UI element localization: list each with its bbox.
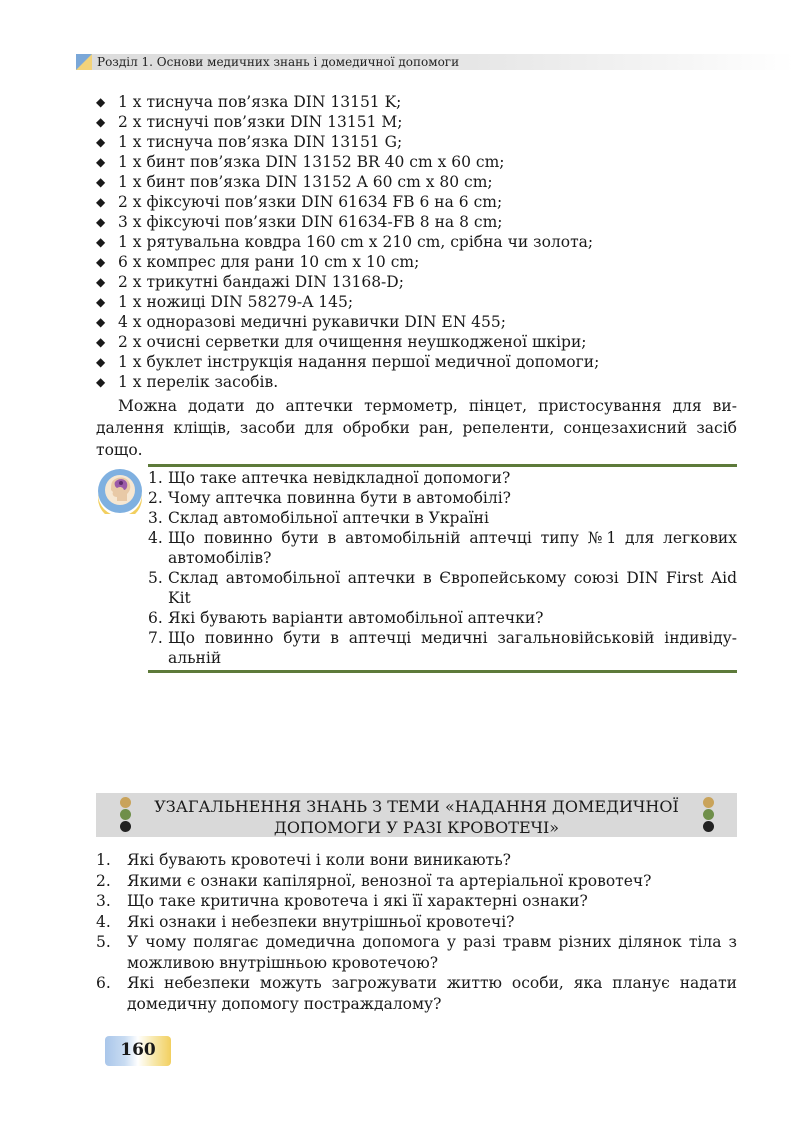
diamond-bullet-icon: ◆ xyxy=(96,215,106,229)
list-item-text: 1 x перелік засобів. xyxy=(118,373,279,391)
diamond-bullet-icon: ◆ xyxy=(96,195,106,209)
item-number: 5. xyxy=(96,933,111,951)
diamond-bullet-icon: ◆ xyxy=(96,275,106,289)
kit-contents-list xyxy=(96,92,756,392)
list-item xyxy=(96,232,756,252)
page-number-badge xyxy=(105,1036,171,1066)
list-item xyxy=(96,132,756,152)
diamond-bullet-icon: ◆ xyxy=(96,175,106,189)
item-text: Склад автомобільної аптечки в Європейському союзі DIN First Aid Kit xyxy=(168,569,737,607)
question-item xyxy=(148,608,737,628)
head-profile-icon xyxy=(96,468,144,514)
list-item xyxy=(96,332,756,352)
summary-question-item xyxy=(96,850,737,871)
list-item-text: 1 x бинт пов’язка DIN 13152 A 60 cm x 80 cm; xyxy=(118,173,493,191)
questions-bottom-rule xyxy=(148,670,737,673)
item-number: 5. xyxy=(148,569,163,587)
list-item xyxy=(96,192,756,212)
summary-question-item xyxy=(96,871,737,892)
list-item-text: 1 x тиснуча пов’язка DIN 13151 K; xyxy=(118,93,402,111)
diamond-bullet-icon: ◆ xyxy=(96,295,106,309)
list-item xyxy=(96,252,756,272)
summary-question-item xyxy=(96,891,737,912)
list-item xyxy=(96,352,756,372)
list-item-text: 1 x бинт пов’язка DIN 13152 BR 40 cm x 60 cm; xyxy=(118,153,505,171)
diamond-bullet-icon: ◆ xyxy=(96,355,106,369)
diamond-bullet-icon: ◆ xyxy=(96,235,106,249)
question-item xyxy=(148,488,737,508)
traffic-dots-icon xyxy=(118,797,132,833)
item-text: Які бувають варіанти автомобільної аптечки? xyxy=(168,609,544,627)
question-item xyxy=(148,468,737,488)
item-number: 2. xyxy=(96,871,111,890)
item-number: 1. xyxy=(96,851,111,869)
item-text: Чому аптечка повинна бути в автомобілі? xyxy=(168,489,511,507)
item-text: Які бувають кровотечі і коли вони виникають? xyxy=(127,851,511,869)
list-item xyxy=(96,312,756,332)
list-item-text: 1 x тиснуча пов’язка DIN 13151 G; xyxy=(118,133,403,151)
item-text: У чому полягає домедична допомога у разі травм різних ділянок тіла з можливою внутрішньою кровотечою? xyxy=(127,933,737,972)
list-item-text: 6 x компрес для рани 10 cm x 10 cm; xyxy=(118,253,420,271)
questions-top-rule xyxy=(148,464,737,467)
item-number: 1. xyxy=(148,469,163,487)
summary-title: УЗАГАЛЬНЕННЯ ЗНАНЬ З ТЕМИ «НАДАННЯ ДОМЕДИЧНОЇ ДОПОМОГИ У РАЗІ КРОВОТЕЧІ» xyxy=(154,797,679,837)
diamond-bullet-icon: ◆ xyxy=(96,135,106,149)
diamond-bullet-icon: ◆ xyxy=(96,255,106,269)
question-item xyxy=(148,508,737,528)
list-item xyxy=(96,372,756,392)
summary-questions-list xyxy=(96,850,737,1014)
question-item xyxy=(148,528,737,568)
section-title: Розділ 1. Основи медичних знань і домедичної допомоги xyxy=(97,55,460,69)
summary-question-item xyxy=(96,973,737,1014)
diamond-bullet-icon: ◆ xyxy=(96,335,106,349)
item-number: 2. xyxy=(148,489,163,507)
item-number: 7. xyxy=(148,629,163,647)
item-text: Що таке критична кровотеча і які її характерні ознаки? xyxy=(127,892,588,910)
item-text: Які ознаки і небезпеки внутрішньої кровотечі? xyxy=(127,912,515,931)
item-text: Що повинно бути в аптечці медичні загальновійськовій індивідуальній xyxy=(168,629,737,667)
item-text: Якими є ознаки капілярної, венозної та артеріальної кровотеч? xyxy=(127,871,652,890)
diamond-bullet-icon: ◆ xyxy=(96,115,106,129)
list-item xyxy=(96,92,756,112)
question-item xyxy=(148,568,737,608)
list-item-text: 1 x ножиці DIN 58279-A 145; xyxy=(118,293,354,311)
kit-paragraph: Можна додати до аптечки термометр, пінцет, пристосування для видалення кліщів, засоби для обробки ран, репеленти, сонцезахисний засіб тощо. xyxy=(96,397,737,459)
item-number: 6. xyxy=(96,974,111,992)
item-number: 4. xyxy=(148,529,163,547)
item-text: Що повинно бути в автомобільній аптечці типу №1 для легкових автомобілів? xyxy=(168,529,737,567)
list-item xyxy=(96,172,756,192)
list-item-text: 2 x трикутні бандажі DIN 13168-D; xyxy=(118,273,404,291)
header-corner-icon xyxy=(76,54,92,70)
review-questions-list xyxy=(148,468,737,668)
list-item-text: 1 x буклет інструкція надання першої медичної допомоги; xyxy=(118,353,600,371)
item-number: 6. xyxy=(148,609,163,627)
list-item-text: 2 x очисні серветки для очищення неушкодженої шкіри; xyxy=(118,333,587,351)
list-item-text: 2 x тиснучі пов’язки DIN 13151 M; xyxy=(118,113,403,131)
summary-question-item xyxy=(96,912,737,933)
diamond-bullet-icon: ◆ xyxy=(96,315,106,329)
diamond-bullet-icon: ◆ xyxy=(96,375,106,389)
item-number: 4. xyxy=(96,912,111,931)
list-item xyxy=(96,212,756,232)
diamond-bullet-icon: ◆ xyxy=(96,95,106,109)
list-item-text: 4 x одноразові медичні рукавички DIN EN 455; xyxy=(118,313,506,331)
list-item xyxy=(96,112,756,132)
summary-question-item xyxy=(96,932,737,973)
traffic-dots-icon xyxy=(701,797,715,833)
item-text: Склад автомобільної аптечки в Україні xyxy=(168,509,489,527)
page-number: 160 xyxy=(120,1040,156,1060)
item-number: 3. xyxy=(96,892,111,910)
question-item xyxy=(148,628,737,668)
diamond-bullet-icon: ◆ xyxy=(96,155,106,169)
list-item-text: 2 x фіксуючі пов’язки DIN 61634 FB 6 на 6 cm; xyxy=(118,193,503,211)
list-item xyxy=(96,272,756,292)
list-item xyxy=(96,292,756,312)
item-text: Що таке аптечка невідкладної допомоги? xyxy=(168,469,511,487)
list-item-text: 1 x рятувальна ковдра 160 cm x 210 cm, срібна чи золота; xyxy=(118,233,594,251)
list-item-text: 3 x фіксуючі пов’язки DIN 61634-FB 8 на 8 cm; xyxy=(118,213,503,231)
list-item xyxy=(96,152,756,172)
item-number: 3. xyxy=(148,509,163,527)
item-text: Які небезпеки можуть загрожувати життю особи, яка планує надати домедичну допомогу постраждалому? xyxy=(127,974,737,1013)
